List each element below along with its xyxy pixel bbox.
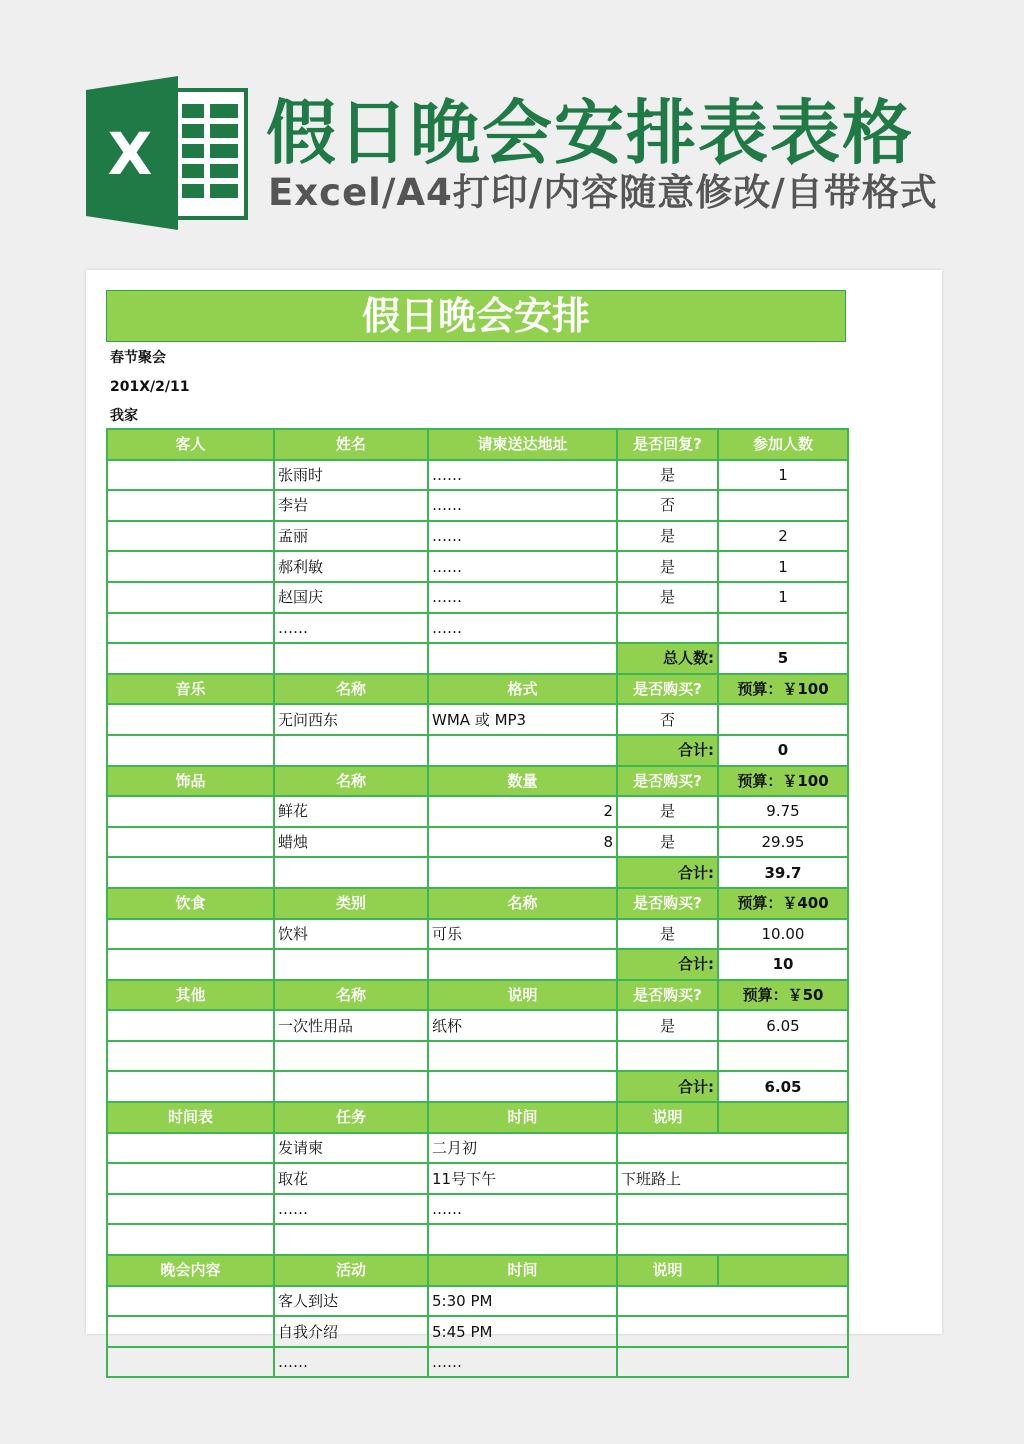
table-row: [107, 1194, 848, 1225]
column-header: 说明: [428, 980, 617, 1011]
cell[interactable]: [107, 735, 274, 766]
column-header: 名称: [274, 674, 428, 705]
cell[interactable]: 发请柬: [274, 1133, 428, 1164]
sum-value[interactable]: 6.05: [718, 1071, 848, 1102]
budget-header: 预算：￥400: [718, 888, 848, 919]
sum-label: 合计:: [617, 735, 718, 766]
cell[interactable]: [107, 1010, 274, 1041]
cell[interactable]: 是: [617, 1010, 718, 1041]
cell[interactable]: 饮料: [274, 919, 428, 950]
column-header: 任务: [274, 1102, 428, 1133]
cell[interactable]: [107, 551, 274, 582]
cell[interactable]: ……: [428, 551, 617, 582]
cell[interactable]: [107, 1163, 274, 1194]
other-header-row: [107, 980, 848, 1011]
cell[interactable]: 1: [718, 582, 848, 613]
table-row: [107, 1133, 848, 1164]
cell[interactable]: [107, 1286, 274, 1317]
cell[interactable]: [718, 613, 848, 644]
cell[interactable]: [617, 1133, 848, 1164]
table-row: [107, 1286, 848, 1317]
cell[interactable]: [428, 735, 617, 766]
cell[interactable]: [107, 796, 274, 827]
cell[interactable]: 29.95: [718, 827, 848, 858]
column-header: 名称: [274, 980, 428, 1011]
cell[interactable]: [274, 857, 428, 888]
sum-value[interactable]: 39.7: [718, 857, 848, 888]
budget-header: 预算：￥100: [718, 766, 848, 797]
cell[interactable]: 是: [617, 796, 718, 827]
cell[interactable]: [718, 704, 848, 735]
party-plan-table: [106, 428, 849, 1378]
cell[interactable]: 蜡烛: [274, 827, 428, 858]
cell[interactable]: ……: [274, 1347, 428, 1378]
table-row: [107, 551, 848, 582]
sheet-title: 假日晚会安排: [106, 290, 846, 342]
column-header: [718, 1255, 848, 1286]
program-header-row: [107, 1255, 848, 1286]
column-header: 是否购买?: [617, 888, 718, 919]
cell[interactable]: 是: [617, 460, 718, 491]
table-row: [107, 1010, 848, 1041]
cell[interactable]: [107, 919, 274, 950]
cell[interactable]: [428, 949, 617, 980]
cell[interactable]: 1: [718, 551, 848, 582]
cell[interactable]: 鲜花: [274, 796, 428, 827]
cell[interactable]: WMA 或 MP3: [428, 704, 617, 735]
cell[interactable]: 郝利敏: [274, 551, 428, 582]
column-header: 参加人数: [718, 429, 848, 460]
cell[interactable]: 1: [718, 460, 848, 491]
column-header: 时间表: [107, 1102, 274, 1133]
cell[interactable]: [274, 1071, 428, 1102]
cell[interactable]: [274, 949, 428, 980]
column-header: 饮食: [107, 888, 274, 919]
table-row: [107, 582, 848, 613]
table-row: [107, 1041, 848, 1072]
cell[interactable]: [274, 1224, 428, 1255]
event-date: 201X/2/11: [110, 379, 190, 395]
column-header: 时间: [428, 1255, 617, 1286]
cell[interactable]: 是: [617, 521, 718, 552]
cell[interactable]: 否: [617, 490, 718, 521]
column-header: 晚会内容: [107, 1255, 274, 1286]
cell[interactable]: [107, 613, 274, 644]
cell[interactable]: 8: [428, 827, 617, 858]
cell[interactable]: [107, 1041, 274, 1072]
column-header: 是否购买?: [617, 980, 718, 1011]
cell[interactable]: [107, 582, 274, 613]
cell[interactable]: 李岩: [274, 490, 428, 521]
cell[interactable]: ……: [428, 1194, 617, 1225]
table-row: [107, 919, 848, 950]
music-header-row: [107, 674, 848, 705]
svg-text:X: X: [107, 120, 153, 188]
column-header: [718, 1102, 848, 1133]
column-header: 请柬送达地址: [428, 429, 617, 460]
cell[interactable]: 二月初: [428, 1133, 617, 1164]
cell[interactable]: 取花: [274, 1163, 428, 1194]
cell[interactable]: [107, 1347, 274, 1378]
column-header: 是否回复?: [617, 429, 718, 460]
budget-header: 预算：￥100: [718, 674, 848, 705]
cell[interactable]: [428, 857, 617, 888]
guests-header-row: [107, 429, 848, 460]
table-row: [107, 490, 848, 521]
sum-row: [107, 949, 848, 980]
cell[interactable]: [617, 1316, 848, 1347]
column-header: 饰品: [107, 766, 274, 797]
sum-label: 合计:: [617, 1071, 718, 1102]
column-header: 名称: [274, 766, 428, 797]
cell[interactable]: [107, 857, 274, 888]
cell[interactable]: [428, 1071, 617, 1102]
sum-row: [107, 735, 848, 766]
cell[interactable]: 可乐: [428, 919, 617, 950]
cell[interactable]: ……: [428, 582, 617, 613]
cell[interactable]: ……: [428, 613, 617, 644]
cell[interactable]: [107, 1194, 274, 1225]
sum-value[interactable]: 10: [718, 949, 848, 980]
table-row: [107, 1316, 848, 1347]
cell[interactable]: ……: [428, 1347, 617, 1378]
cell[interactable]: [718, 490, 848, 521]
column-header: 时间: [428, 1102, 617, 1133]
column-header: 是否购买?: [617, 674, 718, 705]
cell[interactable]: ……: [274, 613, 428, 644]
cell[interactable]: 5:30 PM: [428, 1286, 617, 1317]
table-row: [107, 796, 848, 827]
cell[interactable]: [107, 521, 274, 552]
cell[interactable]: [107, 1316, 274, 1347]
column-header: 其他: [107, 980, 274, 1011]
cell[interactable]: [107, 643, 274, 674]
decor-header-row: [107, 766, 848, 797]
cell[interactable]: 下班路上: [617, 1163, 848, 1194]
cell[interactable]: 9.75: [718, 796, 848, 827]
cell[interactable]: [428, 643, 617, 674]
cell[interactable]: [617, 1194, 848, 1225]
cell[interactable]: [617, 613, 718, 644]
column-header: 格式: [428, 674, 617, 705]
cell[interactable]: 10.00: [718, 919, 848, 950]
column-header: 类别: [274, 888, 428, 919]
column-header: 说明: [617, 1102, 718, 1133]
cell[interactable]: 否: [617, 704, 718, 735]
cell[interactable]: [718, 1041, 848, 1072]
cell[interactable]: 是: [617, 827, 718, 858]
cell[interactable]: [274, 735, 428, 766]
total-value[interactable]: 5: [718, 643, 848, 674]
cell[interactable]: [617, 1224, 848, 1255]
cell[interactable]: ……: [428, 490, 617, 521]
sheet-page: [86, 270, 942, 1372]
cell[interactable]: 赵国庆: [274, 582, 428, 613]
cell[interactable]: [107, 460, 274, 491]
cell[interactable]: [617, 1286, 848, 1317]
cell[interactable]: 是: [617, 919, 718, 950]
cell[interactable]: 纸杯: [428, 1010, 617, 1041]
cell[interactable]: [107, 490, 274, 521]
column-header: 名称: [428, 888, 617, 919]
cell[interactable]: 一次性用品: [274, 1010, 428, 1041]
cell[interactable]: [107, 704, 274, 735]
cell[interactable]: [617, 1041, 718, 1072]
table-row: [107, 1347, 848, 1378]
cell[interactable]: [107, 1133, 274, 1164]
sum-value[interactable]: 0: [718, 735, 848, 766]
table-row: [107, 1224, 848, 1255]
budget-header: 预算：￥50: [718, 980, 848, 1011]
food-header-row: [107, 888, 848, 919]
sum-label: 合计:: [617, 949, 718, 980]
cell[interactable]: 11号下午: [428, 1163, 617, 1194]
banner-title: 假日晚会安排表表格: [266, 92, 914, 174]
cell[interactable]: [107, 1224, 274, 1255]
total-row: [107, 643, 848, 674]
excel-logo-icon: [86, 76, 248, 230]
table-row: [107, 521, 848, 552]
cell[interactable]: 客人到达: [274, 1286, 428, 1317]
cell[interactable]: 2: [428, 796, 617, 827]
cell[interactable]: 是: [617, 582, 718, 613]
table-row: [107, 613, 848, 644]
table-row: [107, 460, 848, 491]
table-row: [107, 827, 848, 858]
column-header: 说明: [617, 1255, 718, 1286]
cell[interactable]: 无问西东: [274, 704, 428, 735]
event-name: 春节聚会: [110, 350, 166, 366]
sum-row: [107, 1071, 848, 1102]
column-header: 音乐: [107, 674, 274, 705]
cell[interactable]: [428, 1224, 617, 1255]
cell[interactable]: 张雨时: [274, 460, 428, 491]
cell[interactable]: ……: [428, 521, 617, 552]
column-header: 是否购买?: [617, 766, 718, 797]
cell[interactable]: [274, 643, 428, 674]
cell[interactable]: [428, 1041, 617, 1072]
cell[interactable]: [274, 1041, 428, 1072]
cell[interactable]: [107, 949, 274, 980]
cell[interactable]: 是: [617, 551, 718, 582]
cell[interactable]: 自我介绍: [274, 1316, 428, 1347]
total-label: 总人数:: [617, 643, 718, 674]
cell[interactable]: 2: [718, 521, 848, 552]
cell[interactable]: 6.05: [718, 1010, 848, 1041]
column-header: 客人: [107, 429, 274, 460]
cell[interactable]: [617, 1347, 848, 1378]
cell[interactable]: [107, 1071, 274, 1102]
column-header: 姓名: [274, 429, 428, 460]
cell[interactable]: 孟丽: [274, 521, 428, 552]
column-header: 活动: [274, 1255, 428, 1286]
banner-subtitle: Excel/A4打印/内容随意修改/自带格式: [268, 171, 938, 214]
schedule-header-row: [107, 1102, 848, 1133]
table-row: [107, 1163, 848, 1194]
cell[interactable]: 5:45 PM: [428, 1316, 617, 1347]
cell[interactable]: ……: [428, 460, 617, 491]
cell[interactable]: [107, 827, 274, 858]
table-row: [107, 704, 848, 735]
cell[interactable]: ……: [274, 1194, 428, 1225]
sum-label: 合计:: [617, 857, 718, 888]
column-header: 数量: [428, 766, 617, 797]
event-location: 我家: [110, 408, 138, 424]
sum-row: [107, 857, 848, 888]
